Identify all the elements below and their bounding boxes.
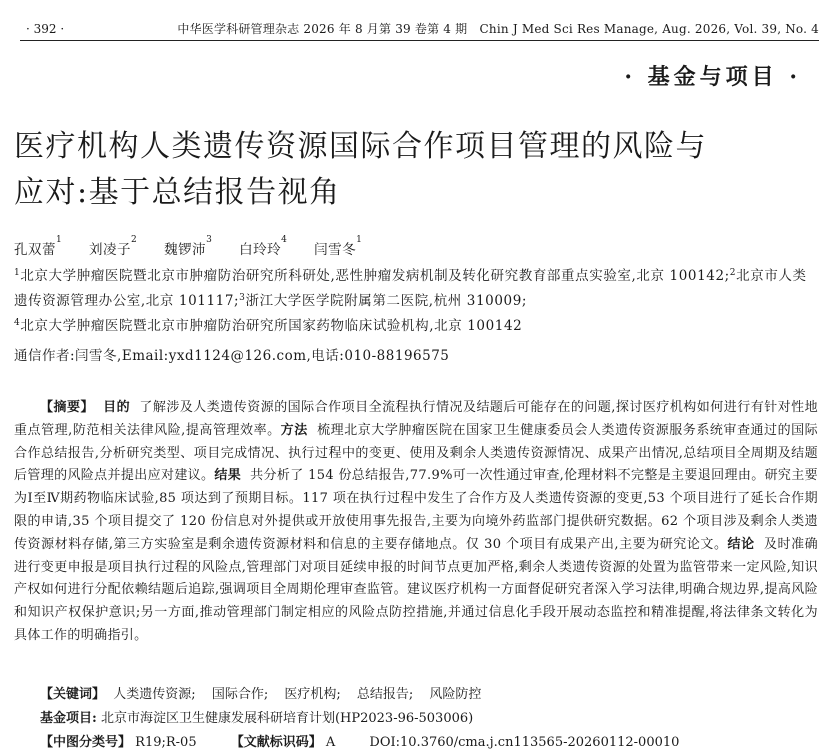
author-name: 闫雪冬	[314, 242, 357, 258]
author-name: 魏锣沛	[164, 242, 207, 258]
clc-code: R19;R-05	[135, 735, 197, 750]
keywords-label: 【关键词】	[40, 687, 106, 702]
author-affil-mark: 2	[131, 235, 138, 245]
keyword: 医疗机构;	[284, 687, 341, 702]
affil-mark: 4	[14, 318, 21, 328]
classification-line	[40, 731, 679, 750]
title-line-1: 医疗机构人类遗传资源国际合作项目管理的风险与	[14, 129, 707, 164]
doi: DOI:10.3760/cma.j.cn113565-20260112-00010	[369, 735, 680, 750]
title-line-2: 应对:基于总结报告视角	[14, 175, 341, 210]
doc-code-label: 【文献标识码】	[230, 735, 322, 750]
methods-label: 方法	[280, 422, 308, 438]
page-number: · 392 ·	[26, 22, 65, 36]
affiliation: 北京大学肿瘤医院暨北京市肿瘤防治研究所科研处,恶性肿瘤发病机制及转化研究教育部重点实验室,北京 100142;	[20, 268, 730, 284]
author-affil-mark: 1	[56, 235, 63, 245]
column-heading: · 基金与项目 ·	[624, 64, 801, 90]
affil-mark: 3	[239, 293, 246, 303]
author	[14, 235, 63, 258]
author-list	[14, 235, 384, 258]
affiliation: 北京大学肿瘤医院暨北京市肿瘤防治研究所国家药物临床试验机构,北京 100142	[20, 318, 523, 334]
keyword: 风险防控	[429, 687, 482, 702]
keyword: 总结报告;	[356, 687, 414, 702]
objective-label: 目的	[103, 400, 131, 415]
author	[314, 235, 363, 258]
affil-mark: 2	[729, 268, 737, 278]
fund-info	[40, 707, 473, 726]
fund-label: 基金项目:	[40, 711, 97, 726]
author-name: 孔双蕾	[14, 242, 56, 258]
abstract	[14, 397, 818, 648]
keyword: 人类遗传资源;	[113, 687, 196, 702]
affiliation: 浙江大学医学院附属第二医院,杭州 310009;	[245, 293, 528, 309]
fund-text: 北京市海淀区卫生健康发展科研培育计划(HP2023-96-503006)	[100, 711, 474, 726]
author-affil-mark: 1	[356, 235, 363, 245]
article-title	[14, 124, 814, 216]
clc-label: 【中图分类号】	[40, 735, 132, 750]
doc-code: A	[325, 735, 336, 750]
corresponding-author: 通信作者:闫雪冬,Email:yxd1124@126.com,电话:010-88196575	[14, 348, 450, 364]
affil-mark: 1	[14, 268, 21, 278]
results-text: 共分析了 154 份总结报告,77.9%可一次性通过审查,伦理材料不完整是主要退回理由。研究主要为Ⅰ至Ⅳ期药物临床试验,85 项达到了预期目标。117 项在执行过程中发生了合作方及人类遗传资源的变更,53 个项目进行了延长合作期限的申请,35 个项目提交了 120 份信息对外提供或开放使用事先报告,主要为向境外药监部门提供研究数据。62 个项目涉及剩余人类遗传资源材料存储,第三方实验室是剩余遗传资源材料和信息的主要存储地点。仅 30 个项目有成果产出,主要为研究论文。	[14, 468, 819, 552]
abstract-label: 【摘要】	[40, 400, 94, 415]
author-affil-mark: 4	[281, 235, 288, 245]
methods-text: 梳理北京大学肿瘤医院在国家卫生健康委员会人类遗传资源服务系统审查通过的国际合作总结报告,分析研究类型、项目完成情况、执行过程中的变更、使用及剩余人类遗传资源情况、成果产出情况,总结项目全周期及结题后管理的风险点并提出应对建议。	[14, 422, 819, 484]
affiliation: 北京市人类遗传资源管理办公室,北京 101117;	[14, 268, 807, 309]
objective-text: 了解涉及人类遗传资源的国际合作项目全流程执行情况及结题后可能存在的问题,探讨医疗机构如何进行有针对性地重点管理,防范相关法律风险,提高管理效率。	[14, 400, 818, 438]
author-name: 刘凌子	[89, 242, 132, 258]
author	[164, 235, 213, 258]
keyword: 国际合作;	[211, 687, 269, 702]
keywords	[40, 683, 493, 702]
results-label: 结果	[214, 468, 242, 484]
author	[239, 235, 288, 258]
author-name: 白玲玲	[239, 242, 282, 258]
author-affil-mark: 3	[206, 235, 213, 245]
running-header	[20, 20, 819, 41]
conclusions-label: 结论	[727, 536, 755, 552]
journal-citation: 中华医学科研管理杂志 2026 年 8 月第 39 卷第 4 期 Chin J Med Sci Res Manage, Aug. 2026, Vol. 39, No. 4	[177, 22, 819, 36]
affiliations	[14, 264, 814, 339]
conclusions-text: 及时准确进行变更申报是项目执行过程的风险点,管理部门对项目延续申报的时间节点更加严格,剩余人类遗传资源的处置为监管带来一定风险,知识产权如何进行分配依赖结题后追踪,强调项目全周期伦理审查监管。建议医疗机构一方面督促研究者深入学习法律,明确合规边界,提高风险和知识产权保护意识;另一方面,推动管理部门制定相应的风险点防控措施,并通过信息化手段开展动态监控和精准提醒,将法律条文转化为具体工作的明确指引。	[14, 536, 819, 643]
author	[89, 235, 138, 258]
